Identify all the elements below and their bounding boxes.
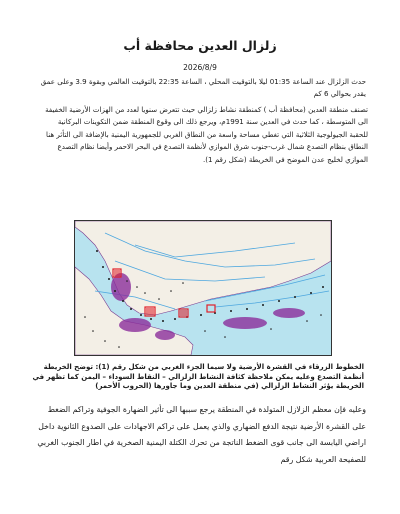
fault-map-figure (74, 220, 332, 356)
paragraph-event-details: حدث الزلزال عند الساعة 01:35 ليلا بالتوقيت المحلي ، الساعة 22:35 بالتوقيت العالمي وبقوة 3.9 وعلى عمق يقدر بحوالي 6 كم (40, 77, 366, 99)
document-title: زلزال العدين محافظة أب (123, 38, 277, 53)
document-date: 2026/8/9 (183, 63, 217, 72)
fault-map-image (75, 221, 331, 355)
paragraph-stress-explanation: وعليه فإن معظم الزلازل المتولدة في المنطقة يرجع سببها الى تأثير الضهارة الجوفية وتراكم الضغط على القشرة الأرضية نتيجة الدفع الضهاري والذي يعمل على تراكم الاجهادات على الصدوع الثانوية داخل اراضي اليابسة الى جانب قوى الضغط الناتجة من تحرك الكتلة اليمنية الصخرية في اطار الجنوب الغربي للصفيحة العربية شكل رقم (37, 405, 366, 464)
paragraph-tectonic-context: تصنف منطقة العدين (محافظة أب ) كمنطقة نشاط زلزالي حيث تتعرض سنويا لعدد من الهزات الأرضية الخفيفة الى المتوسطة ، كما حدث في العدين سنة 1991م، ويرجع ذلك الى وقوع المنطقة ضمن التكوينات البركانية للحقبة الجيولوجية الثلاثية التي تغطي مساحة واسعة من النطاق الغربي للجمهورية اليمنية بالإضافة الى التأثر هنا النطاق بنظام التصدع شمال غرب-جنوب شرق الموازي لأنظمة التصدع في البحر الاحمر وأيضا نظام التصدع الموازي لخليج عدن الموضح في الخريطة (شكل رقم 1). (45, 105, 368, 164)
figure-caption: الخطوط الزرقاء في القشرة الأرضية ولا سيما الجزء الغربي من شكل رقم (1): توضح الخريطة أنظمة التصدع وعليه يمكن ملاحظة كثافة النشاط الزلزالي – النقاط السوداء – اليمن كما تظهر في الخريطة يؤثر النشاط الزلزالي (في منطقة العدين وما جاورها (الحروب الأحمر) (32, 363, 364, 391)
